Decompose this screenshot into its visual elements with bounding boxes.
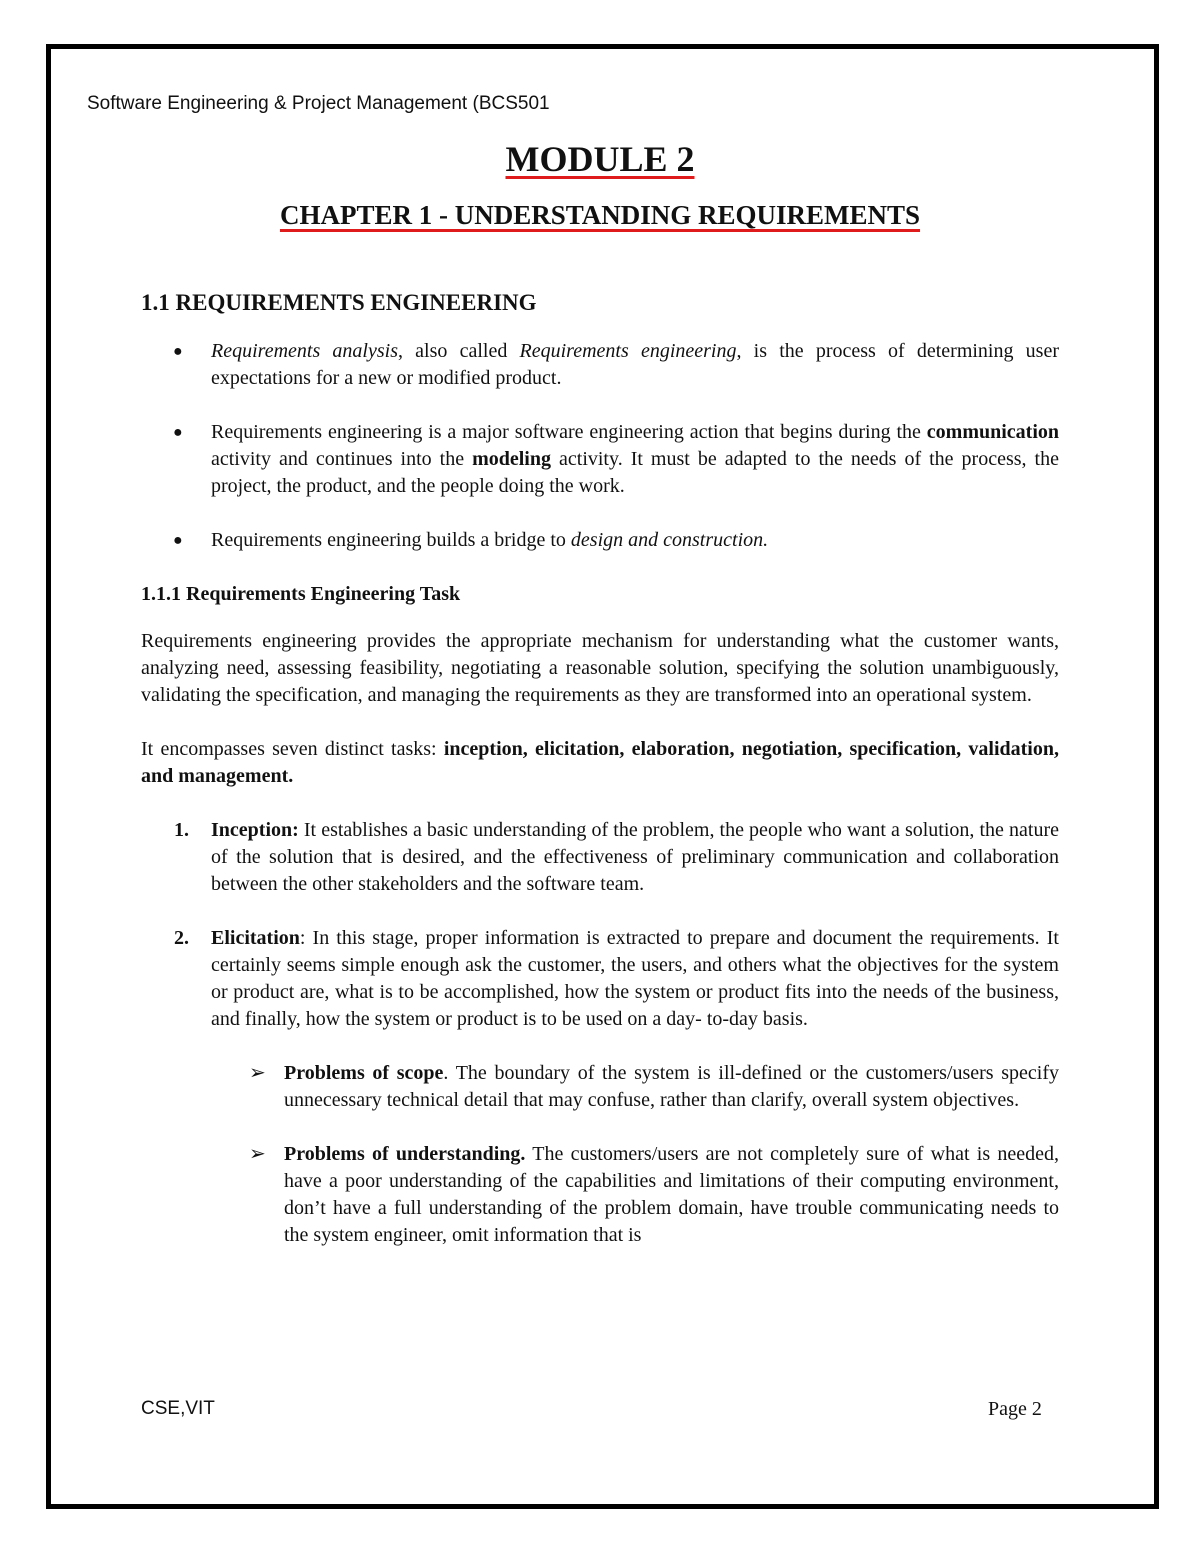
arrow-list xyxy=(211,1060,1059,1249)
module-title xyxy=(0,138,1200,180)
list-item: 1. Inception: It establishes a basic understanding of the problem, the people who want a solution, the nature of the solution that is desired, and the effectiveness of preliminary communication and collaboration between the other stakeholders and the software team. xyxy=(174,819,1059,895)
running-header: Software Engineering & Project Management (BCS501 xyxy=(87,93,550,114)
list-item: ● Requirements engineering builds a bridge to design and construction. xyxy=(141,527,1059,554)
chapter-title-text: CHAPTER 1 - UNDERSTANDING REQUIREMENTS xyxy=(279,200,921,230)
module-title-text: MODULE 2 xyxy=(505,139,695,179)
bullet-icon: ● xyxy=(173,343,183,360)
list-item: ● Requirements analysis, also called Requirements engineering, is the process of determining user expectations for a new or modified product. xyxy=(173,340,1060,389)
list-item: 2. Elicitation: In this stage, proper information is extracted to prepare and document the requirements. It certainly seems simple enough ask the customer, the users, and others what the objectives for the system or product are, what is to be accomplished, how the system or product fits into the needs of the business, and finally, how the system or product is to be used on a day- to-day basis. xyxy=(174,927,1059,1030)
bullet-icon: ● xyxy=(173,532,183,549)
page-number: Page 2 xyxy=(988,1398,1042,1420)
section-heading: 1.1 REQUIREMENTS ENGINEERING xyxy=(141,290,537,315)
numbered-list xyxy=(141,817,1059,1033)
chapter-title xyxy=(0,200,1200,231)
list-item: ● Requirements engineering is a major software engineering action that begins during the communication activity and continues into the modeling activity. It must be adapted to the needs of the process, the project, the product, and the people doing the work. xyxy=(173,421,1059,497)
list-item: ➢ Problems of understanding. The customers/users are not completely sure of what is needed, have a poor understanding of the capabilities and limitations of their computing environment, don’t have a full understanding of the problem domain, have trouble communicating needs to the system engineer, omit information that is xyxy=(249,1143,1059,1246)
bullet-list xyxy=(141,338,1059,554)
footer-department: CSE,VIT xyxy=(141,1398,215,1419)
list-item: ➢ Problems of scope. The boundary of the system is ill-defined or the customers/users specify unnecessary technical detail that may confuse, rather than clarify, overall system objectives. xyxy=(249,1062,1059,1111)
paragraph-tasks: It encompasses seven distinct tasks: inception, elicitation, elaboration, negotiation, specification, validation, and management. xyxy=(141,738,1059,787)
arrow-bullet-icon: ➢ xyxy=(249,1062,266,1084)
document-body xyxy=(141,289,1059,1276)
arrow-bullet-icon: ➢ xyxy=(249,1143,266,1165)
bullet-icon: ● xyxy=(173,424,183,441)
paragraph: Requirements engineering provides the appropriate mechanism for understanding what the customer wants, analyzing need, assessing feasibility, negotiating a reasonable solution, specifying the solution unambiguously, validating the specification, and managing the requirements as they are transformed into an operational system. xyxy=(141,630,1059,706)
subsection-heading: 1.1.1 Requirements Engineering Task xyxy=(141,583,461,605)
